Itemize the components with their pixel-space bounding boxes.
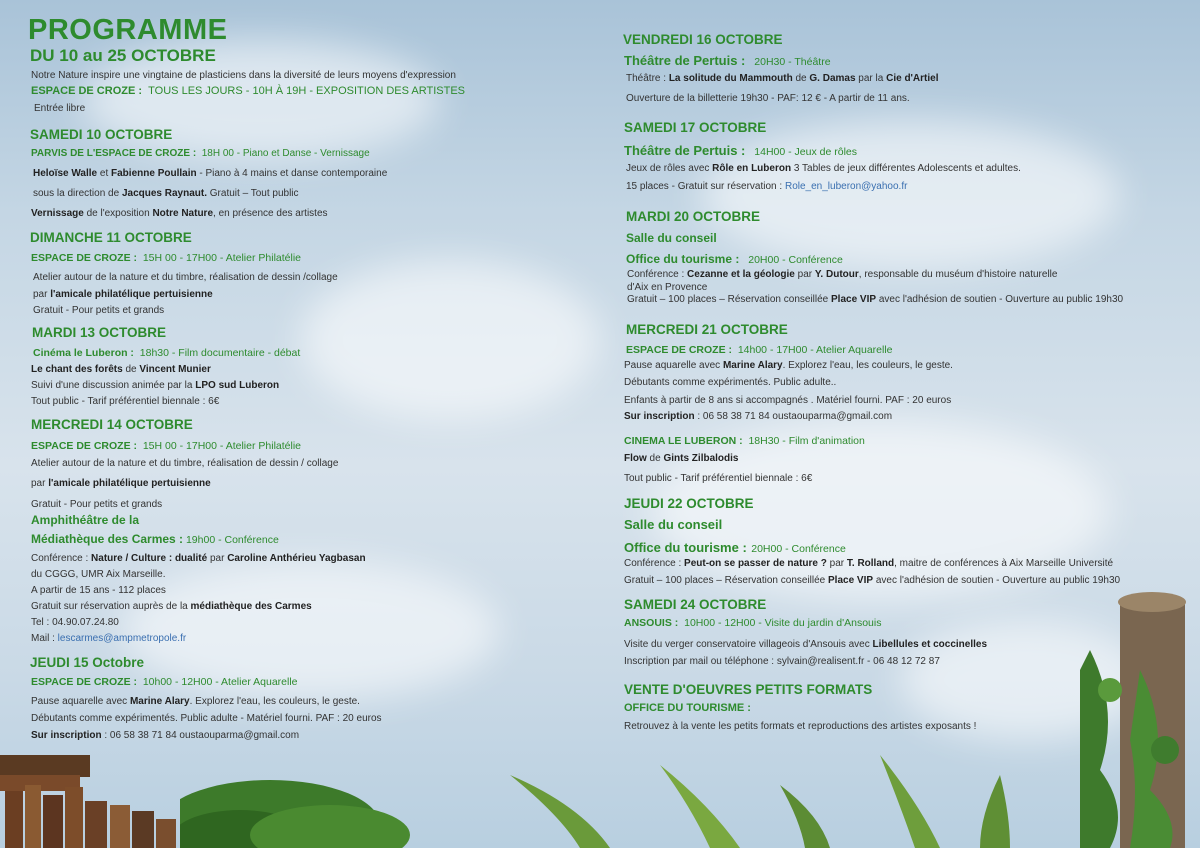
fern-leaves <box>180 745 1020 848</box>
event-line: par l'amicale philatélique pertuisienne <box>33 289 213 300</box>
day-heading: MARDI 13 OCTOBRE <box>32 325 167 340</box>
event-line: Ouverture de la billetterie 19h30 - PAF: 12 € - A partir de 11 ans. <box>626 93 910 104</box>
day-heading: VENTE D'OEUVRES PETITS FORMATS <box>624 682 873 697</box>
event-line: Atelier autour de la nature et du timbre, réalisation de dessin / collage <box>31 458 339 469</box>
day-heading: SAMEDI 10 OCTOBRE <box>30 127 173 142</box>
event-line: Inscription par mail ou téléphone : sylvain@realisent.fr - 06 48 12 72 87 <box>624 656 940 667</box>
event-line: Conférence : Cezanne et la géologie par Y. Dutour, responsable du muséum d'histoire naturelle <box>627 269 1058 280</box>
day-heading: DIMANCHE 11 OCTOBRE <box>30 230 192 245</box>
event-venue: ANSOUIS : 10H00 - 12H00 - Visite du jardin d'Ansouis <box>624 617 882 629</box>
event-line: Sur inscription : 06 58 38 71 84 oustaouparma@gmail.com <box>31 730 300 741</box>
day-heading: MERCREDI 14 OCTOBRE <box>31 417 193 432</box>
email-link[interactable]: Role_en_luberon@yahoo.fr <box>784 181 908 192</box>
event-venue: Théâtre de Pertuis : 14H00 - Jeux de rôles <box>624 143 857 158</box>
day-heading: SAMEDI 24 OCTOBRE <box>624 597 767 612</box>
event-venue: ESPACE DE CROZE : 15H 00 - 17H00 - Atelier Philatélie <box>31 440 301 452</box>
event-venue: Office du tourisme : 20H00 - Conférence <box>624 540 846 555</box>
event-venue: ESPACE DE CROZE : 15H 00 - 17H00 - Atelier Philatélie <box>31 252 301 264</box>
event-venue: Théâtre de Pertuis : 20H30 - Théâtre <box>624 53 831 68</box>
date-range: DU 10 au 25 OCTOBRE <box>30 46 216 65</box>
day-heading: VENDREDI 16 OCTOBRE <box>623 32 783 47</box>
event-venue: ESPACE DE CROZE : 14h00 - 17H00 - Atelier Aquarelle <box>626 344 893 356</box>
event-line: Heloïse Walle et Fabienne Poullain - Piano à 4 mains et danse contemporaine <box>33 168 388 179</box>
event-line: Flow de Gints Zilbalodis <box>624 453 739 464</box>
event-line: Vernissage de l'exposition Notre Nature, en présence des artistes <box>31 208 328 219</box>
cloud <box>300 260 600 420</box>
event-line: Tout public - Tarif préférentiel biennale : 6€ <box>31 396 220 407</box>
day-heading: MERCREDI 21 OCTOBRE <box>626 322 788 337</box>
event-line: Débutants comme expérimentés. Public adulte - Matériel fourni. PAF : 20 euros <box>31 713 382 724</box>
event-line: Gratuit - Pour petits et grands <box>31 499 163 510</box>
event-line: Jeux de rôles avec Rôle en Luberon 3 Tables de jeux différentes Adolescents et adultes. <box>626 163 1021 174</box>
event-line: Enfants à partir de 8 ans si accompagnés . Matériel fourni. PAF : 20 euros <box>624 395 952 406</box>
event-line: Pause aquarelle avec Marine Alary. Explorez l'eau, les couleurs, le geste. <box>31 696 360 707</box>
event-venue: PARVIS DE L'ESPACE DE CROZE : 18H 00 - Piano et Danse - Vernissage <box>31 148 370 159</box>
event-venue: Médiathèque des Carmes : 19h00 - Conférence <box>31 532 279 546</box>
event-line: d'Aix en Provence <box>627 282 708 293</box>
venue-subtitle: Amphithéâtre de la <box>31 513 140 527</box>
event-line: Visite du verger conservatoire villageois d'Ansouis avec Libellules et coccinelles <box>624 639 988 650</box>
expo-venue: ESPACE DE CROZE : TOUS LES JOURS - 10H À 19H - EXPOSITION DES ARTISTES <box>31 85 466 97</box>
event-line: Mail : lescarmes@ampmetropole.fr <box>31 633 187 644</box>
event-line: Conférence : Nature / Culture : dualité par Caroline Anthérieu Yagbasan <box>31 553 366 564</box>
day-heading: JEUDI 22 OCTOBRE <box>624 496 754 511</box>
event-line: Gratuit – 100 places – Réservation conseillée Place VIP avec l'adhésion de soutien - Ouverture au public 19h30 <box>624 575 1121 586</box>
page-title: PROGRAMME <box>28 14 228 46</box>
event-line: Théâtre : La solitude du Mammouth de G. Damas par la Cie d'Artiel <box>626 73 939 84</box>
day-heading: JEUDI 15 Octobre <box>30 655 145 670</box>
event-line: Conférence : Peut-on se passer de nature ? par T. Rolland, maitre de conférences à Aix Marseille Université <box>624 558 1114 569</box>
event-line: Retrouvez à la vente les petits formats et reproductions des artistes exposants ! <box>624 721 977 732</box>
event-line: Tel : 04.90.07.24.80 <box>31 617 119 628</box>
intro-text: Notre Nature inspire une vingtaine de plasticiens dans la diversité de leurs moyens d'expression <box>31 70 456 81</box>
event-venue: Cinéma le Luberon : 18h30 - Film documentaire - débat <box>33 347 301 359</box>
event-line: Gratuit sur réservation auprès de la médiathèque des Carmes <box>31 601 312 612</box>
event-line: A partir de 15 ans - 112 places <box>31 585 166 596</box>
email-link[interactable]: lescarmes@ampmetropole.fr <box>57 633 187 644</box>
day-heading: SAMEDI 17 OCTOBRE <box>624 120 767 135</box>
event-venue: OFFICE DU TOURISME : <box>624 702 751 714</box>
event-venue: CINEMA LE LUBERON : 18H30 - Film d'animation <box>624 435 865 447</box>
event-line: du CGGG, UMR Aix Marseille. <box>31 569 166 580</box>
event-line: Pause aquarelle avec Marine Alary. Explorez l'eau, les couleurs, le geste. <box>624 360 953 371</box>
entree-libre: Entrée libre <box>34 103 86 114</box>
event-line: Le chant des forêts de Vincent Munier <box>31 364 211 375</box>
event-line: Gratuit – 100 places – Réservation conseillée Place VIP avec l'adhésion de soutien - Ouverture au public 19h30 <box>627 294 1124 305</box>
event-line: Gratuit - Pour petits et grands <box>33 305 165 316</box>
event-venue: Office du tourisme : 20H00 - Conférence <box>626 252 843 266</box>
event-line: par l'amicale philatélique pertuisienne <box>31 478 211 489</box>
day-heading: MARDI 20 OCTOBRE <box>626 209 761 224</box>
event-line: 15 places - Gratuit sur réservation : Role_en_luberon@yahoo.fr <box>626 181 908 192</box>
venue-subtitle: Salle du conseil <box>626 231 717 245</box>
event-line: Suivi d'une discussion animée par la LPO sud Luberon <box>31 380 280 391</box>
event-line: Sur inscription : 06 58 38 71 84 oustaouparma@gmail.com <box>624 411 893 422</box>
event-line: Atelier autour de la nature et du timbre, réalisation de dessin /collage <box>33 272 338 283</box>
event-venue: ESPACE DE CROZE : 10h00 - 12H00 - Atelier Aquarelle <box>31 676 298 688</box>
event-line: Tout public - Tarif préférentiel biennale : 6€ <box>624 473 813 484</box>
mossy-tree-stump <box>1080 590 1200 848</box>
books-illustration <box>0 745 200 848</box>
event-line: Débutants comme expérimentés. Public adulte.. <box>624 377 837 388</box>
event-line: sous la direction de Jacques Raynaut. Gratuit – Tout public <box>33 188 299 199</box>
venue-subtitle: Salle du conseil <box>624 517 723 532</box>
